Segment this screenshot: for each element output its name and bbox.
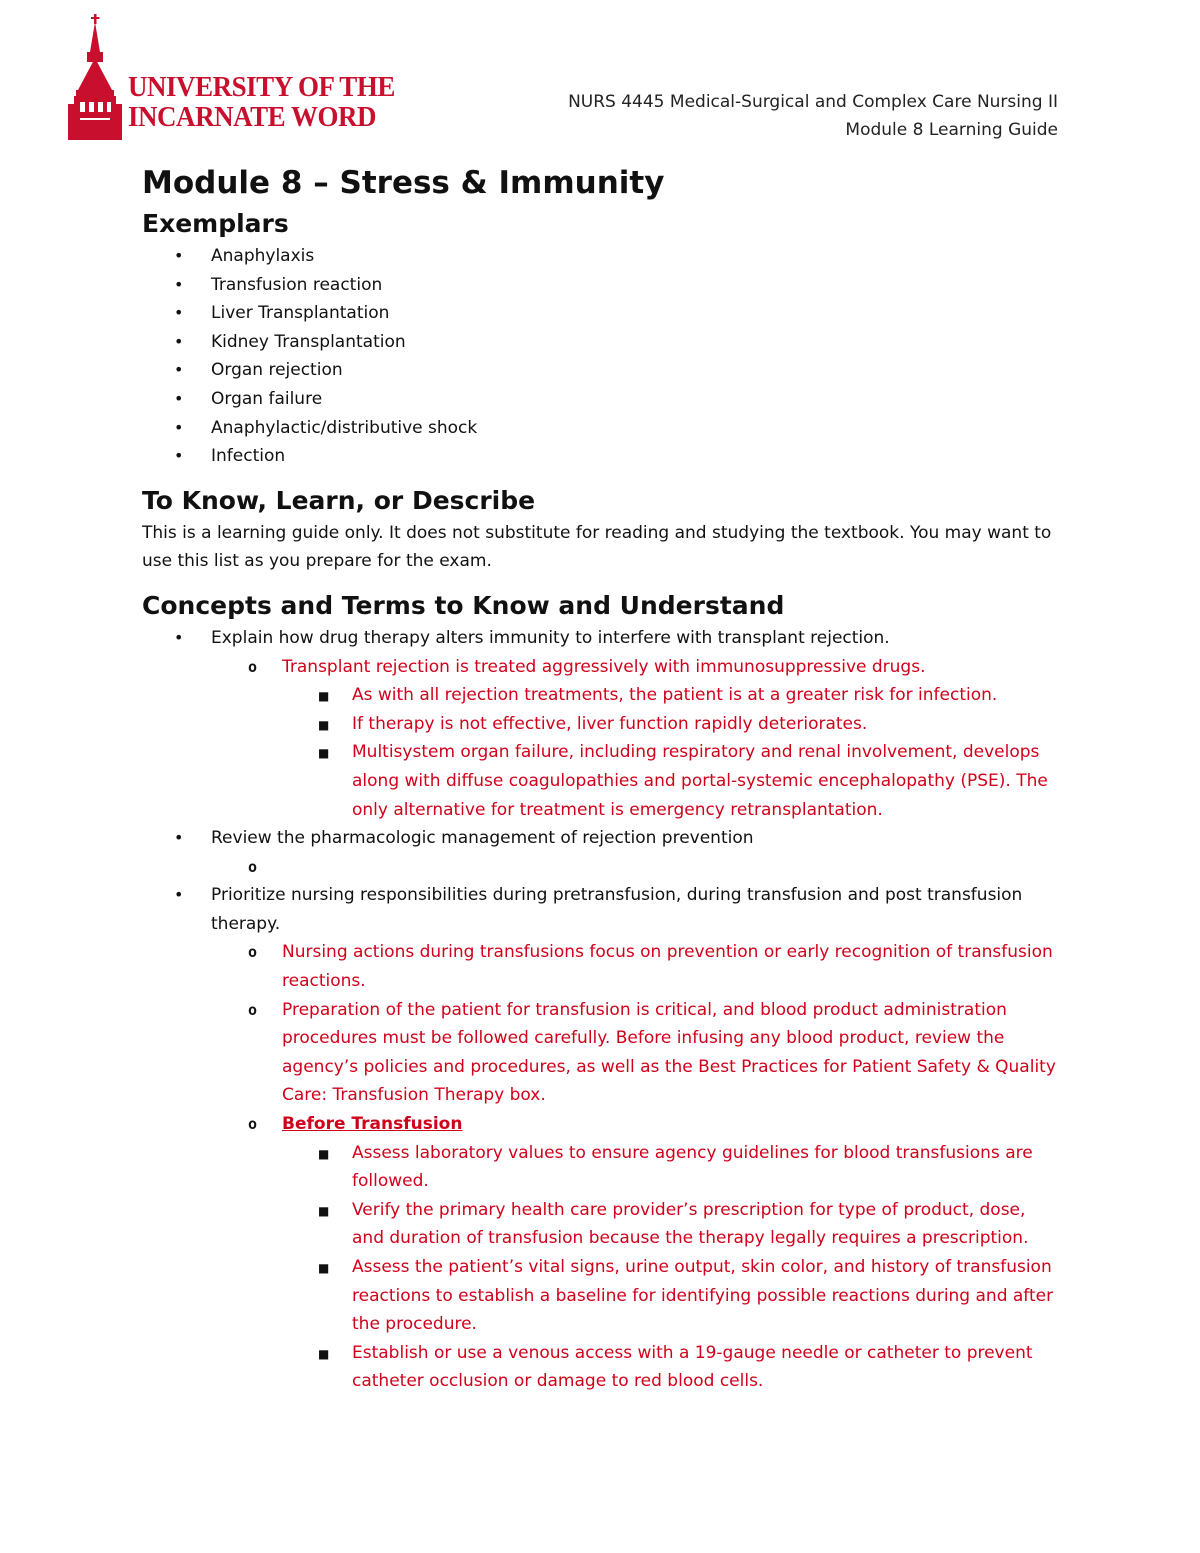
circle-bullet-icon: o xyxy=(248,657,258,676)
list-item: • Organ failure xyxy=(142,385,1062,414)
list-item: • Kidney Transplantation xyxy=(142,328,1062,357)
list-item xyxy=(142,1110,1062,1139)
tower-icon xyxy=(66,12,136,140)
university-logo xyxy=(66,12,396,140)
circle-bullet-icon: o xyxy=(248,857,258,876)
logo-wordmark xyxy=(128,72,415,132)
bullet-icon: • xyxy=(174,417,184,437)
list-item xyxy=(142,853,1062,882)
list-item: • Transfusion reaction xyxy=(142,271,1062,300)
bullet-icon: • xyxy=(174,246,184,265)
list-item: ■ If therapy is not effective, liver function rapidly deteriorates. xyxy=(142,710,1062,739)
square-bullet-icon: ■ xyxy=(318,1346,330,1361)
list-item: • Organ rejection xyxy=(142,356,1062,385)
exemplars-heading: Exemplars xyxy=(142,209,289,238)
bullet-icon: • xyxy=(174,828,184,848)
circle-bullet-icon: o xyxy=(248,1115,258,1134)
bullet-icon: • xyxy=(174,331,184,351)
document-body xyxy=(142,160,1062,1396)
list-item: o Preparation of the patient for transfusion is critical, and blood product administration procedures must be followed carefully. Before infusing any blood product, review the agency’s policies and procedures, as well as the Best Practices for Patient Safety & Quality Care: Transfusion Therapy box. xyxy=(142,996,1062,1110)
list-item: ■ Multisystem organ failure, including respiratory and renal involvement, develops along with diffuse coagulopathies and portal-systemic encephalopathy (PSE). The only alternative for treatment is emergency retransplantation. xyxy=(142,738,1062,824)
bullet-icon: • xyxy=(174,274,184,294)
list-item: ■ Verify the primary health care provider’s prescription for type of product, dose, and duration of transfusion because the therapy legally requires a prescription. xyxy=(142,1196,1062,1253)
list-item: ■ Assess the patient’s vital signs, urine output, skin color, and history of transfusion reactions to establish a baseline for identifying possible reactions during and after the procedure. xyxy=(142,1253,1062,1339)
list-item: • Anaphylaxis xyxy=(142,242,1062,271)
list-item: ■ Establish or use a venous access with a 19-gauge needle or catheter to prevent catheter occlusion or damage to red blood cells. xyxy=(142,1339,1062,1396)
bullet-icon: • xyxy=(174,388,184,408)
list-item: ■ Assess laboratory values to ensure agency guidelines for blood transfusions are followed. xyxy=(142,1139,1062,1196)
circle-bullet-icon: o xyxy=(248,943,258,962)
course-title: NURS 4445 Medical-Surgical and Complex Care Nursing II xyxy=(568,92,1058,112)
square-bullet-icon: ■ xyxy=(318,689,330,704)
concepts-list xyxy=(142,624,1062,1396)
square-bullet-icon: ■ xyxy=(318,746,330,761)
square-bullet-icon: ■ xyxy=(318,1146,330,1161)
bullet-icon: • xyxy=(174,303,184,323)
know-text: This is a learning guide only. It does not substitute for reading and studying the textbook. You may want to use this list as you prepare for the exam. xyxy=(142,522,1052,572)
list-item: • Liver Transplantation xyxy=(142,299,1062,328)
list-item: • Infection xyxy=(142,442,1062,471)
bullet-icon: • xyxy=(174,446,184,466)
list-item: o Nursing actions during transfusions focus on prevention or early recognition of transfusion reactions. xyxy=(142,938,1062,995)
know-heading: To Know, Learn, or Describe xyxy=(142,485,536,515)
list-item: o Transplant rejection is treated aggressively with immunosuppressive drugs. xyxy=(142,653,1062,682)
square-bullet-icon: ■ xyxy=(318,1203,330,1218)
bullet-icon: • xyxy=(174,627,184,647)
course-header xyxy=(568,88,1058,144)
concepts-heading: Concepts and Terms to Know and Understand xyxy=(142,590,785,620)
list-item: • Prioritize nursing responsibilities during pretransfusion, during transfusion and post transfusion therapy. xyxy=(142,881,1062,938)
bullet-icon: • xyxy=(174,885,184,905)
bullet-icon: • xyxy=(174,360,184,380)
before-transfusion-subheading: Before Transfusion xyxy=(282,1114,463,1135)
logo-line-2: INCARNATE WORD xyxy=(128,101,376,133)
logo-line-1: UNIVERSITY OF THE xyxy=(128,71,395,103)
list-item: • Explain how drug therapy alters immunity to interfere with transplant rejection. xyxy=(142,624,1062,653)
circle-bullet-icon: o xyxy=(248,1000,258,1019)
square-bullet-icon: ■ xyxy=(318,717,330,732)
list-item: • Anaphylactic/distributive shock xyxy=(142,414,1062,443)
list-item: • Review the pharmacologic management of rejection prevention xyxy=(142,824,1062,853)
square-bullet-icon: ■ xyxy=(318,1261,330,1275)
guide-title: Module 8 Learning Guide xyxy=(845,120,1058,140)
page-title: Module 8 – Stress & Immunity xyxy=(142,165,665,201)
exemplars-list xyxy=(142,242,1062,471)
list-item: ■ As with all rejection treatments, the patient is at a greater risk for infection. xyxy=(142,681,1062,710)
